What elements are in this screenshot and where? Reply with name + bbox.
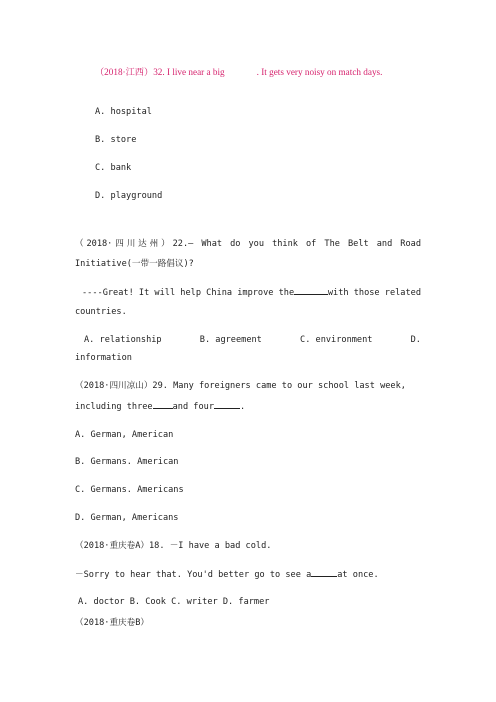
q1-option-c: C. bank bbox=[95, 163, 132, 173]
q2-line-2: Initiative(一带一路倡议)? bbox=[75, 259, 194, 269]
q2-answer-blank bbox=[294, 286, 328, 295]
q3-line-2-part-b: and four bbox=[172, 402, 215, 412]
q2-option-c: C. environment bbox=[300, 335, 373, 345]
q1-option-a: A. hospital bbox=[95, 107, 152, 117]
q3-option-b: B. Germans. American bbox=[75, 457, 179, 467]
q2-line-3-part-a: ----Great! It will help China improve the bbox=[82, 288, 295, 298]
q2-line-3 bbox=[82, 286, 421, 299]
q4-line-2-part-a: －Sorry to hear that. You'd better go to see a bbox=[75, 570, 312, 580]
q2-line-4: countries. bbox=[75, 307, 127, 317]
q2-option-b: B. agreement bbox=[199, 335, 262, 345]
q2-line-1: （2018·四川达州）22.— What do you think of The Belt and Road bbox=[75, 239, 421, 249]
q3-line-1: （2018·四川凉山）29. Many foreigners came to our school last week, bbox=[75, 381, 406, 391]
q3-line-2 bbox=[75, 400, 245, 413]
q1-stem-part-a: 32. I live near a big bbox=[153, 67, 225, 77]
q3-answer-blank-2 bbox=[214, 400, 240, 409]
q2-options-row bbox=[84, 334, 421, 346]
q4-line-2-part-b: at once. bbox=[337, 570, 379, 580]
q2-option-d: D. bbox=[410, 335, 421, 345]
q3-line-2-part-a: including three bbox=[75, 402, 153, 412]
q4-line-1: （2018·重庆卷A）18. －I have a bad cold. bbox=[75, 541, 272, 551]
q3-option-d: D. German, Americans bbox=[75, 513, 179, 523]
q1-stem bbox=[95, 66, 382, 78]
q4-answer-blank bbox=[311, 568, 337, 577]
q3-line-2-part-c: . bbox=[240, 402, 246, 412]
q4-line-2 bbox=[75, 568, 379, 581]
q3-option-a: A. German, American bbox=[75, 430, 174, 440]
q3-option-c: C. Germans. Americans bbox=[75, 485, 184, 495]
q2-option-a: A. relationship bbox=[84, 335, 162, 345]
q2-option-d-continued: information bbox=[75, 353, 132, 363]
q1-source: （2018·江西） bbox=[95, 67, 154, 77]
q2-line-3-part-b: with those related bbox=[327, 288, 421, 298]
q5-line-1: （2018·重庆卷B） bbox=[75, 618, 150, 628]
q3-answer-blank-1 bbox=[153, 400, 173, 409]
q1-option-d: D. playground bbox=[95, 191, 163, 201]
q1-option-b: B. store bbox=[95, 135, 137, 145]
q4-options: A. doctor B. Cook C. writer D. farmer bbox=[78, 597, 270, 607]
q1-stem-part-b: . It gets very noisy on match days. bbox=[256, 67, 383, 77]
